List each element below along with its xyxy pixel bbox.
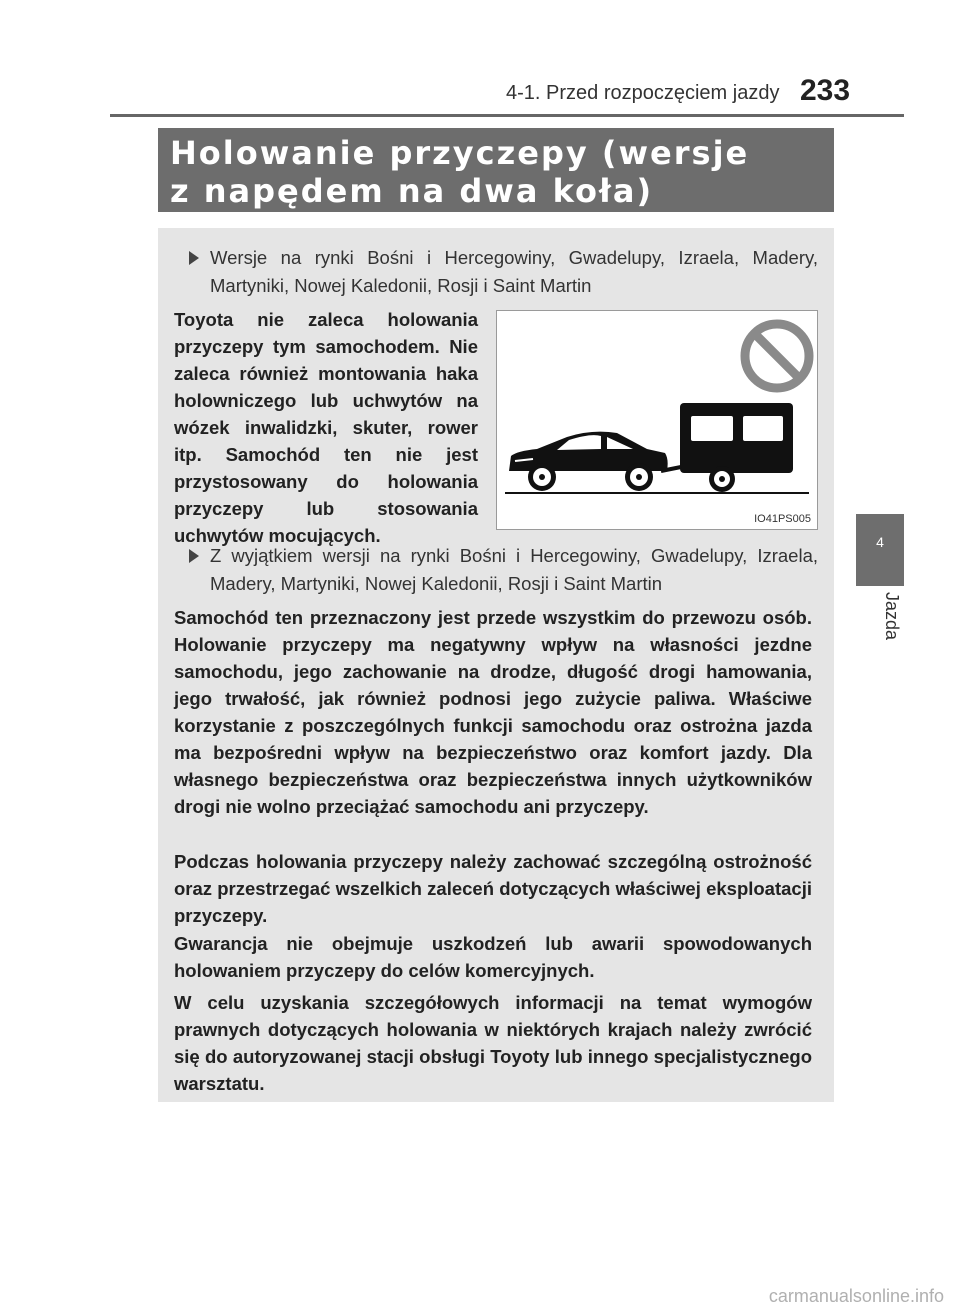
section-title: 4-1. Przed rozpoczęciem jazdy [506, 82, 780, 104]
bullet-text-1: Wersje na rynki Bośni i Hercegowiny, Gwadelupy, Izraela, Madery, Martyniki, Nowej Kaledonii, Rosji i Saint Martin [210, 247, 818, 296]
bullet-item-1 [188, 244, 818, 300]
car-icon [509, 432, 668, 491]
body-paragraph-1: Samochód ten przeznaczony jest przede wszystkim do przewozu osób. Holowanie przyczepy ma negatywny wpływ na własności jezdne samochodu, jego zachowanie na drodze, długość drogi hamowania, jego trwałość, jak również podnosi jego zużycie paliwa. Właściwe korzystanie z poszczególnych funkcji samochodu oraz ostrożna jazda ma bezpośredni wpływ na bezpieczeństwo oraz komfort jazdy. Dla własnego bezpieczeństwa oraz bezpieczeństwa innych użytkowników drogi nie wolno przeciążać samochodu ani przyczepy. [174, 607, 812, 817]
page-header [0, 0, 960, 120]
watermark: carmanualsonline.info [768, 1286, 944, 1306]
chapter-label: Jazda [882, 592, 902, 641]
body-paragraph-3: Gwarancja nie obejmuje uszkodzeń lub awarii spowodowanych holowaniem przyczepy do celów komercyjnych. [174, 933, 812, 981]
body-paragraph-2: Podczas holowania przyczepy należy zachować szczególną ostrożność oraz przestrzegać wszelkich zaleceń dotyczących właściwej eksploatacji przyczepy. [174, 851, 812, 926]
page-title [158, 128, 834, 216]
triangle-bullet-icon [188, 244, 200, 272]
title-box [158, 128, 834, 212]
towing-illustration [496, 310, 818, 530]
bullet-item-2 [188, 542, 818, 598]
title-line-1: Holowanie przyczepy (wersje [170, 134, 750, 172]
intro-paragraph: Toyota nie zaleca holowania przyczepy tym samochodem. Nie zaleca również montowania haka holowniczego lub uchwytów na wózek inwalidzki, skuter, rower itp. Samochód ten nie jest przystosowany do holowania przyczepy lub stosowania uchwytów mocujących. [174, 309, 478, 546]
chapter-tab[interactable] [856, 514, 904, 586]
page-number: 233 [800, 74, 851, 107]
illustration-code: IO41PS005 [754, 513, 811, 525]
header-rule [110, 114, 904, 117]
title-line-2: z napędem na dwa koła) [170, 172, 654, 210]
bullet-text-2: Z wyjątkiem wersji na rynki Bośni i Hercegowiny, Gwadelupy, Izraela, Madery, Martyniki, Nowej Kaledonii, Rosji i Saint Martin [210, 545, 818, 594]
trailer-icon [661, 403, 793, 492]
prohibition-icon [745, 324, 809, 388]
triangle-bullet-icon [188, 542, 200, 570]
chapter-number: 4 [876, 534, 884, 550]
body-paragraph-4: W celu uzyskania szczegółowych informacji na temat wymogów prawnych dotyczących holowania w niektórych krajach należy zwrócić się do autoryzowanej stacji obsługi Toyoty lub innego specjalistycznego warsztatu. [174, 992, 812, 1094]
